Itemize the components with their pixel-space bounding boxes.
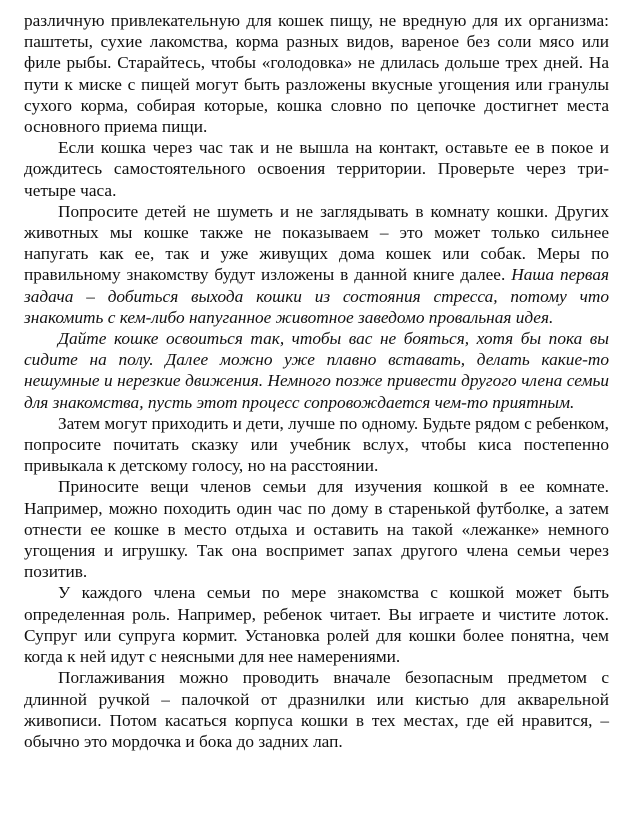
paragraph-3-text: Попросите детей не шуметь и не заглядывать в комнату кошки. Других животных мы кошке также не показываем – это может только сильнее напугать как ее, так и уже живущих дома кошек или собак. Меры по правильному знакомству будут изложены в данной книге далее.	[24, 201, 609, 285]
paragraph-6-text: Приносите вещи членов семьи для изучения кошкой в ее комнате. Например, можно походить один час по дому в старенькой футболке, а затем отнести ее кошке в место отдыха и оставить на такой «лежанке» немного угощения и игрушку. Так она воспримет запах другого члена семьи через позитив.	[24, 477, 609, 582]
paragraph-7	[24, 582, 609, 667]
paragraph-8	[24, 667, 609, 752]
paragraph-6	[24, 476, 609, 582]
paragraph-3-italic-text: Наша первая задача – добиться выхода кошки из состояния стресса, потому что знакомить с кем-либо напуганное животное заведомо провальная идея.	[24, 265, 609, 327]
paragraph-4-italic-text: Дайте кошке освоиться так, чтобы вас не бояться, хотя бы пока вы сидите на полу. Далее можно уже плавно вставать, делать какие-то нешумные и нерезкие движения. Немного позже привести другого члена семьи для знакомства, пусть этот процесс сопровождается чем-то приятным.	[24, 329, 609, 412]
paragraph-1	[24, 10, 609, 137]
paragraph-5	[24, 413, 609, 477]
paragraph-8-text: Поглаживания можно проводить вначале безопасным предметом с длинной ручкой – палочкой от дразнилки или кистью для акварельной живописи. Потом касаться корпуса кошки в тех местах, где ей нравится, – обычно это мордочка и бока до задних лап.	[24, 668, 609, 751]
paragraph-3	[24, 201, 609, 328]
paragraph-7-text: У каждого члена семьи по мере знакомства с кошкой может быть определенная роль. Например, ребенок читает. Вы играете и чистите лоток. Супруг или супруга кормит. Установка ролей для кошки более понятна, чем когда к ней идут с неясными для нее намерениями.	[24, 583, 609, 667]
paragraph-4	[24, 328, 609, 413]
paragraph-2	[24, 137, 609, 201]
paragraph-5-text: Затем могут приходить и дети, лучше по одному. Будьте рядом с ребенком, попросите почитать сказку или учебник вслух, чтобы киса постепенно привыкала к детскому голосу, но на расстоянии.	[24, 413, 609, 476]
page-body	[24, 10, 609, 752]
paragraph-2-text: Если кошка через час так и не вышла на контакт, оставьте ее в покое и дождитесь самостоятельного освоения территории. Проверьте через тричетыре часа.	[24, 138, 609, 200]
paragraph-1-text: различную привлекательную для кошек пищу, не вредную для их организма: паштеты, сухие лакомства, корма разных видов, вареное без соли мясо или филе рыбы. Старайтесь, чтобы «голодовка» не длилась дольше трех дней. На пути к миске с пищей могут быть разложены вкусные угощения или гранулы сухого корма, собирая которые, кошка словно по цепочке достигнет места основного приема пищи.	[24, 11, 609, 137]
